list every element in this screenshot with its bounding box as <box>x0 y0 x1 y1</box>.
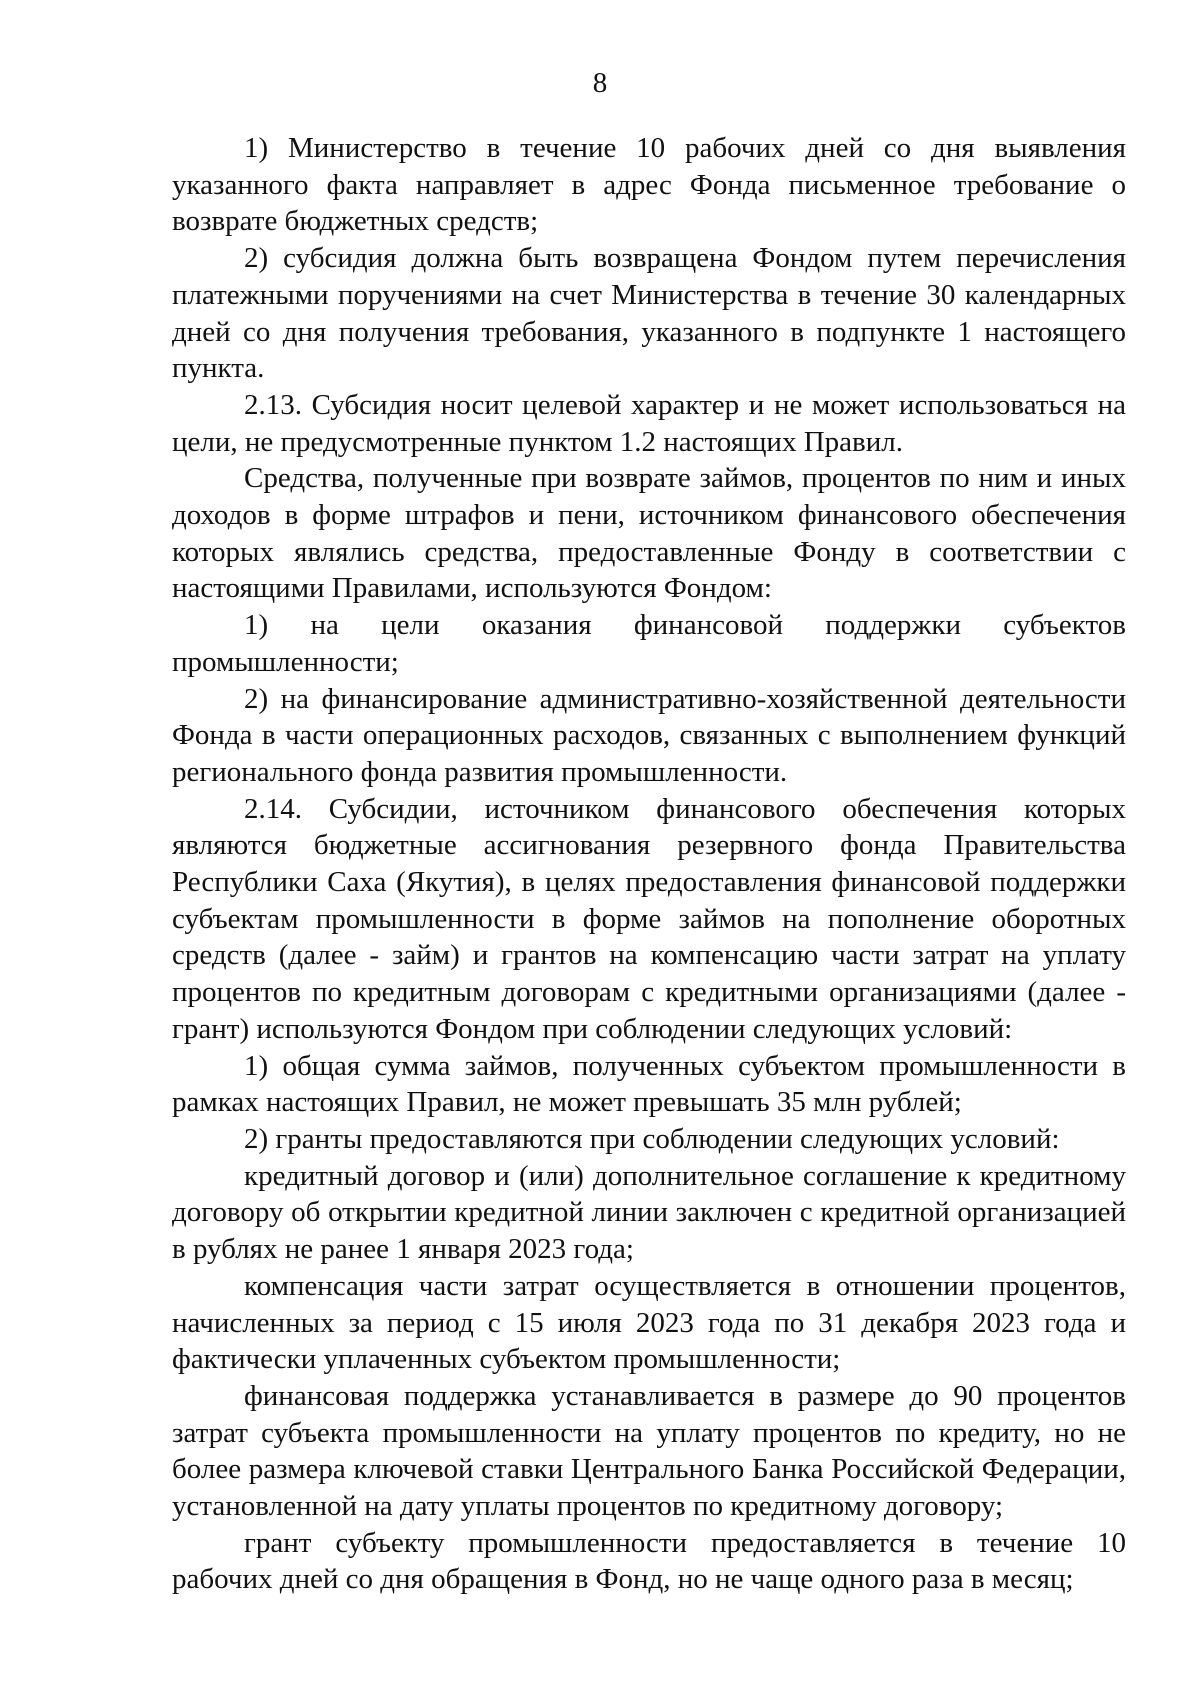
paragraph: 2) гранты предоставляются при соблюдении следующих условий: <box>244 1122 1060 1155</box>
paragraph: 2) на финансирование административно-хозяйственной деятельности Фонда в части операционных расходов, связанных с выполнением функций регионального фонда развития промышленности. <box>172 682 1126 788</box>
paragraph: грант субъекту промышленности предоставляется в течение 10 рабочих дней со дня обращения в Фонд, но не чаще одного раза в месяц; <box>172 1526 1126 1596</box>
page-number: 8 <box>592 67 608 99</box>
paragraph: 2) субсидия должна быть возвращена Фондом путем перечисления платежными поручениями на счет Министерства в течение 30 календарных дней со дня получения требования, указанного в подпункте 1 настоящего пункта. <box>172 242 1126 385</box>
paragraph: Средства, полученные при возврате займов, процентов по ним и иных доходов в форме штрафов и пени, источником финансового обеспечения которых являлись средства, предоставленные Фонду в соответствии с настоящими Правилами, используются Фондом: <box>172 462 1126 605</box>
paragraph: кредитный договор и (или) дополнительное соглашение к кредитному договору об открытии кредитной линии заключен с кредитной организацией в рублях не ранее 1 января 2023 года; <box>172 1159 1126 1266</box>
paragraph: компенсация части затрат осуществляется в отношении процентов, начисленных за период с 15 июля 2023 года по 31 декабря 2023 года и фактически уплаченных субъектом промышленности; <box>172 1269 1126 1376</box>
paragraph: 2.13. Субсидия носит целевой характер и не может использоваться на цели, не предусмотренные пунктом 1.2 настоящих Правил. <box>172 388 1126 458</box>
paragraph: финансовая поддержка устанавливается в размере до 90 процентов затрат субъекта промышленности на уплату процентов по кредиту, но не более размера ключевой ставки Центрального Банка Российской Федерации, установленной на дату уплаты процентов по кредитному договору; <box>172 1379 1126 1523</box>
paragraph: 2.14. Субсидии, источником финансового обеспечения которых являются бюджетные ассигнования резервного фонда Правительства Республики Саха (Якутия), в целях предоставления финансовой поддержки субъектам промышленности в форме займов на пополнение оборотных средств (далее - займ) и грантов на компенсацию части затрат на уплату процентов по кредитным договорам с кредитными организациями (далее - грант) используются Фондом при соблюдении следующих условий: <box>172 792 1126 1045</box>
paragraph: 1) общая сумма займов, полученных субъектом промышленности в рамках настоящих Правил, не может превышать 35 млн рублей; <box>172 1049 1126 1119</box>
paragraph: 1) на цели оказания финансовой поддержки субъектов промышленности; <box>172 609 1126 678</box>
paragraph: 1) Министерство в течение 10 рабочих дней со дня выявления указанного факта направляет в адрес Фонда письменное требование о возврате бюджетных средств; <box>172 132 1126 238</box>
document-body <box>172 130 1126 1598</box>
